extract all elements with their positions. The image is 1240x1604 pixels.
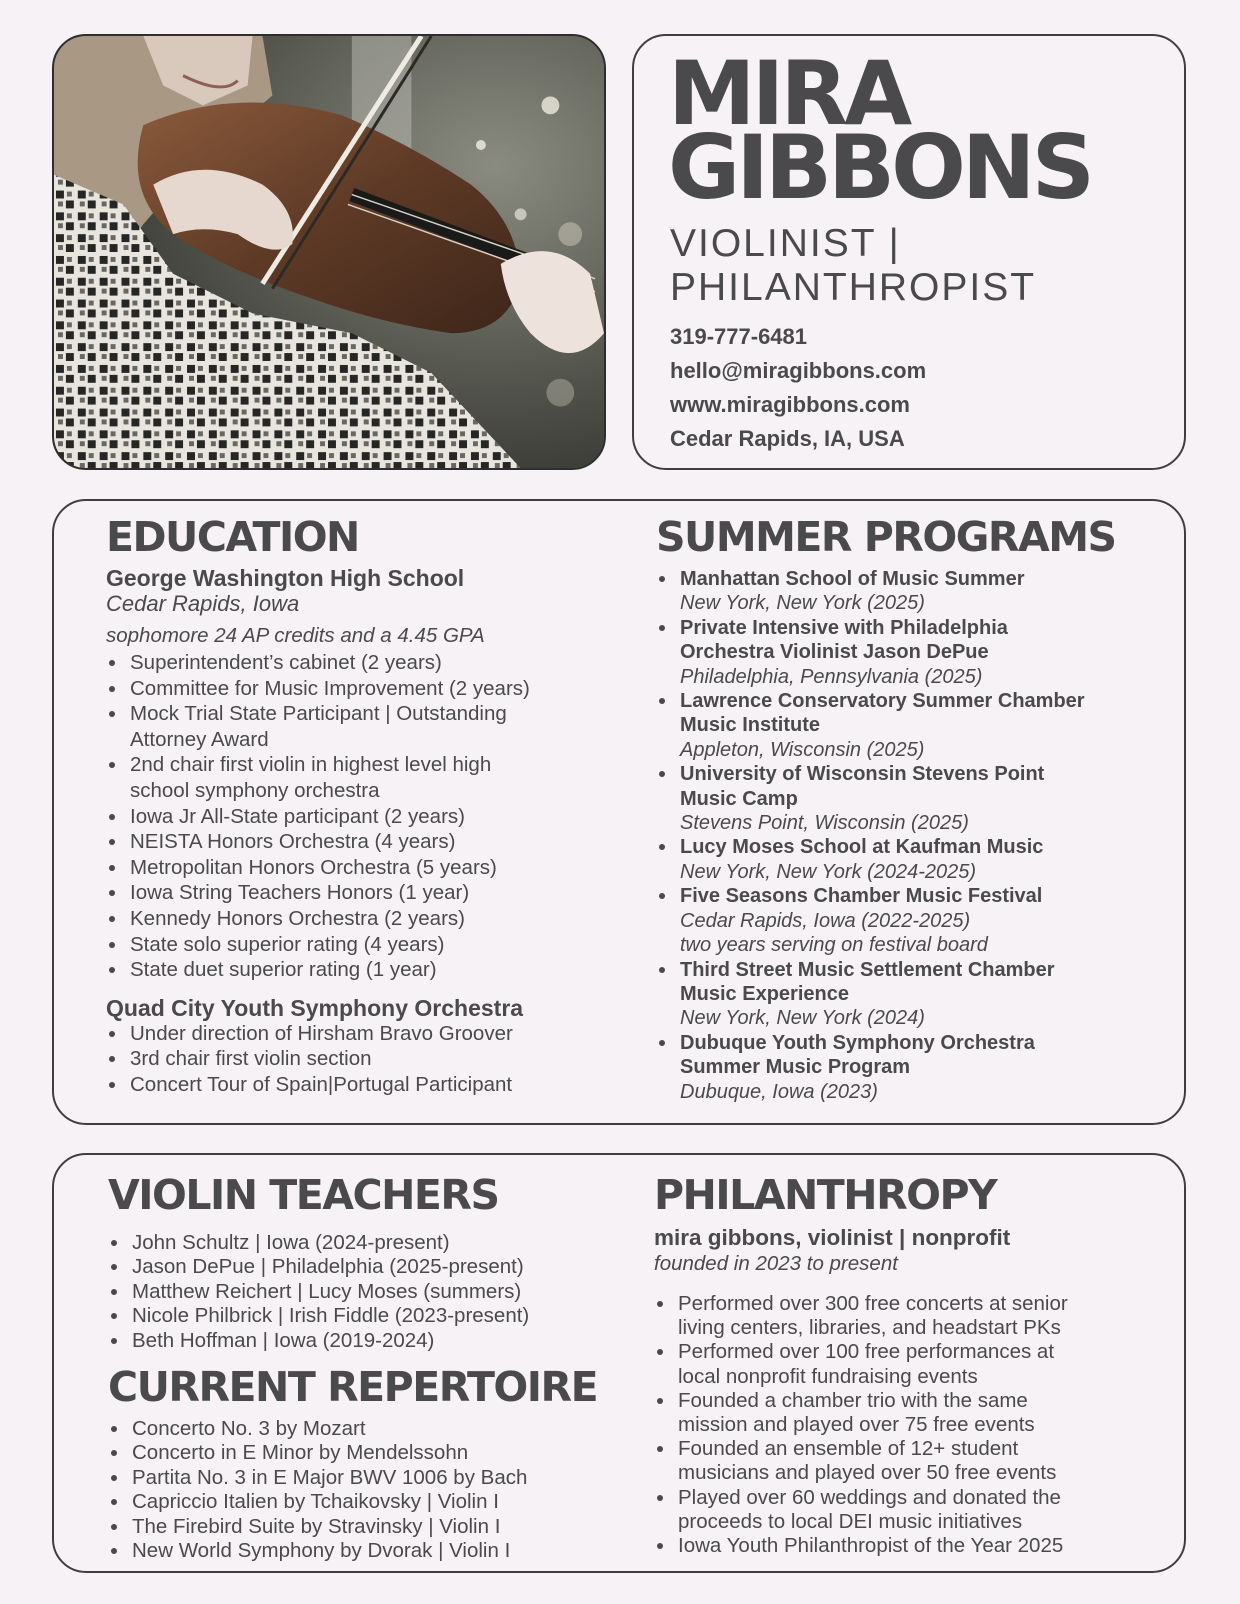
list-item: Concert Tour of Spain|Portugal Participant <box>106 1072 626 1098</box>
list-item: New World Symphony by Dvorak | Violin I <box>108 1539 628 1563</box>
program-item: Lawrence Conservatory Summer Chamber Music Institute Appleton, Wisconsin (2025) <box>656 689 1156 762</box>
contact-location: Cedar Rapids, IA, USA <box>670 426 905 451</box>
nonprofit-founded: founded in 2023 to present <box>654 1252 898 1275</box>
teachers-philanthropy-card <box>52 1153 1186 1573</box>
school-note: sophomore 24 AP credits and a 4.45 GPA <box>106 624 485 647</box>
program-item: Private Intensive with Philadelphia Orchestra Violinist Jason DePue Philadelphia, Pennsylvania (2025) <box>656 616 1156 689</box>
list-item: Founded a chamber trio with the same mission and played over 75 free events <box>654 1389 1154 1437</box>
header-card <box>632 34 1186 470</box>
list-item: 2nd chair first violin in highest level high school symphony orchestra <box>106 752 626 803</box>
program-item: Third Street Music Settlement Chamber Music Experience New York, New York (2024) <box>656 958 1156 1031</box>
nonprofit-name: mira gibbons, violinist | nonprofit <box>654 1225 1011 1250</box>
contact-website[interactable]: www.miragibbons.com <box>670 392 910 417</box>
summer-section <box>656 513 1156 1104</box>
violinist-photo-icon <box>54 36 604 468</box>
list-item: Nicole Philbrick | Irish Fiddle (2023-present) <box>108 1304 628 1328</box>
repertoire-title: CURRENT REPERTOIRE <box>108 1363 598 1412</box>
philanthropy-title: PHILANTHROPY <box>654 1171 997 1219</box>
teachers-section <box>108 1171 628 1563</box>
philanthropy-section <box>654 1171 1154 1558</box>
education-list <box>106 650 626 983</box>
list-item: Jason DePue | Philadelphia (2025-present) <box>108 1255 628 1279</box>
education-section <box>106 513 626 1098</box>
school-location: Cedar Rapids, Iowa <box>106 591 300 616</box>
list-item: Iowa Youth Philanthropist of the Year 2025 <box>654 1534 1154 1558</box>
teachers-title: VIOLIN TEACHERS <box>108 1171 499 1219</box>
list-item: Performed over 300 free concerts at senior living centers, libraries, and headstart PKs <box>654 1292 1154 1340</box>
list-item: John Schultz | Iowa (2024-present) <box>108 1231 628 1255</box>
list-item: Metropolitan Honors Orchestra (5 years) <box>106 855 626 881</box>
program-item: Five Seasons Chamber Music Festival Cedar Rapids, Iowa (2022-2025) two years serving on festival board <box>656 884 1156 957</box>
list-item: Matthew Reichert | Lucy Moses (summers) <box>108 1280 628 1304</box>
program-item: Dubuque Youth Symphony Orchestra Summer Music Program Dubuque, Iowa (2023) <box>656 1031 1156 1104</box>
school-name: George Washington High School <box>106 565 465 591</box>
summer-title: SUMMER PROGRAMS <box>656 513 1116 561</box>
profile-photo <box>52 34 606 470</box>
list-item: Played over 60 weddings and donated the proceeds to local DEI music initiatives <box>654 1486 1154 1534</box>
list-item: State solo superior rating (4 years) <box>106 932 626 958</box>
orchestra-name: Quad City Youth Symphony Orchestra <box>106 994 524 1021</box>
repertoire-list <box>108 1417 628 1563</box>
list-item: Iowa Jr All-State participant (2 years) <box>106 804 626 830</box>
role-line-2: PHILANTHROPIST <box>670 266 1037 309</box>
list-item: Committee for Music Improvement (2 years) <box>106 676 626 702</box>
last-name: GIBBONS <box>668 116 1091 219</box>
list-item: State duet superior rating (1 year) <box>106 957 626 983</box>
role-line-1: VIOLINIST | <box>670 222 901 265</box>
philanthropy-list <box>654 1292 1154 1558</box>
first-name: MIRA <box>668 42 909 145</box>
list-item: NEISTA Honors Orchestra (4 years) <box>106 829 626 855</box>
list-item: Partita No. 3 in E Major BWV 1006 by Bach <box>108 1466 628 1490</box>
contact-phone[interactable]: 319-777-6481 <box>670 324 808 349</box>
list-item: Beth Hoffman | Iowa (2019-2024) <box>108 1329 628 1353</box>
list-item: Kennedy Honors Orchestra (2 years) <box>106 906 626 932</box>
summer-list <box>656 567 1156 1104</box>
list-item: 3rd chair first violin section <box>106 1046 626 1072</box>
orchestra-list <box>106 1021 626 1098</box>
list-item: Under direction of Hirsham Bravo Groover <box>106 1021 626 1047</box>
teachers-list <box>108 1231 628 1353</box>
list-item: Founded an ensemble of 12+ student musicians and played over 50 free events <box>654 1437 1154 1485</box>
list-item: Performed over 100 free performances at local nonprofit fundraising events <box>654 1340 1154 1388</box>
education-summer-card <box>52 499 1186 1125</box>
list-item: Mock Trial State Participant | Outstanding Attorney Award <box>106 701 626 752</box>
list-item: The Firebird Suite by Stravinsky | Violin I <box>108 1515 628 1539</box>
list-item: Iowa String Teachers Honors (1 year) <box>106 880 626 906</box>
education-title: EDUCATION <box>106 513 359 561</box>
program-item: University of Wisconsin Stevens Point Music Camp Stevens Point, Wisconsin (2025) <box>656 762 1156 835</box>
list-item: Capriccio Italien by Tchaikovsky | Violin I <box>108 1490 628 1514</box>
list-item: Superintendent’s cabinet (2 years) <box>106 650 626 676</box>
list-item: Concerto No. 3 by Mozart <box>108 1417 628 1441</box>
contact-email[interactable]: hello@miragibbons.com <box>670 358 927 383</box>
program-item: Lucy Moses School at Kaufman Music New York, New York (2024-2025) <box>656 835 1156 884</box>
list-item: Concerto in E Minor by Mendelssohn <box>108 1441 628 1465</box>
program-item: Manhattan School of Music Summer New York, New York (2025) <box>656 567 1156 616</box>
